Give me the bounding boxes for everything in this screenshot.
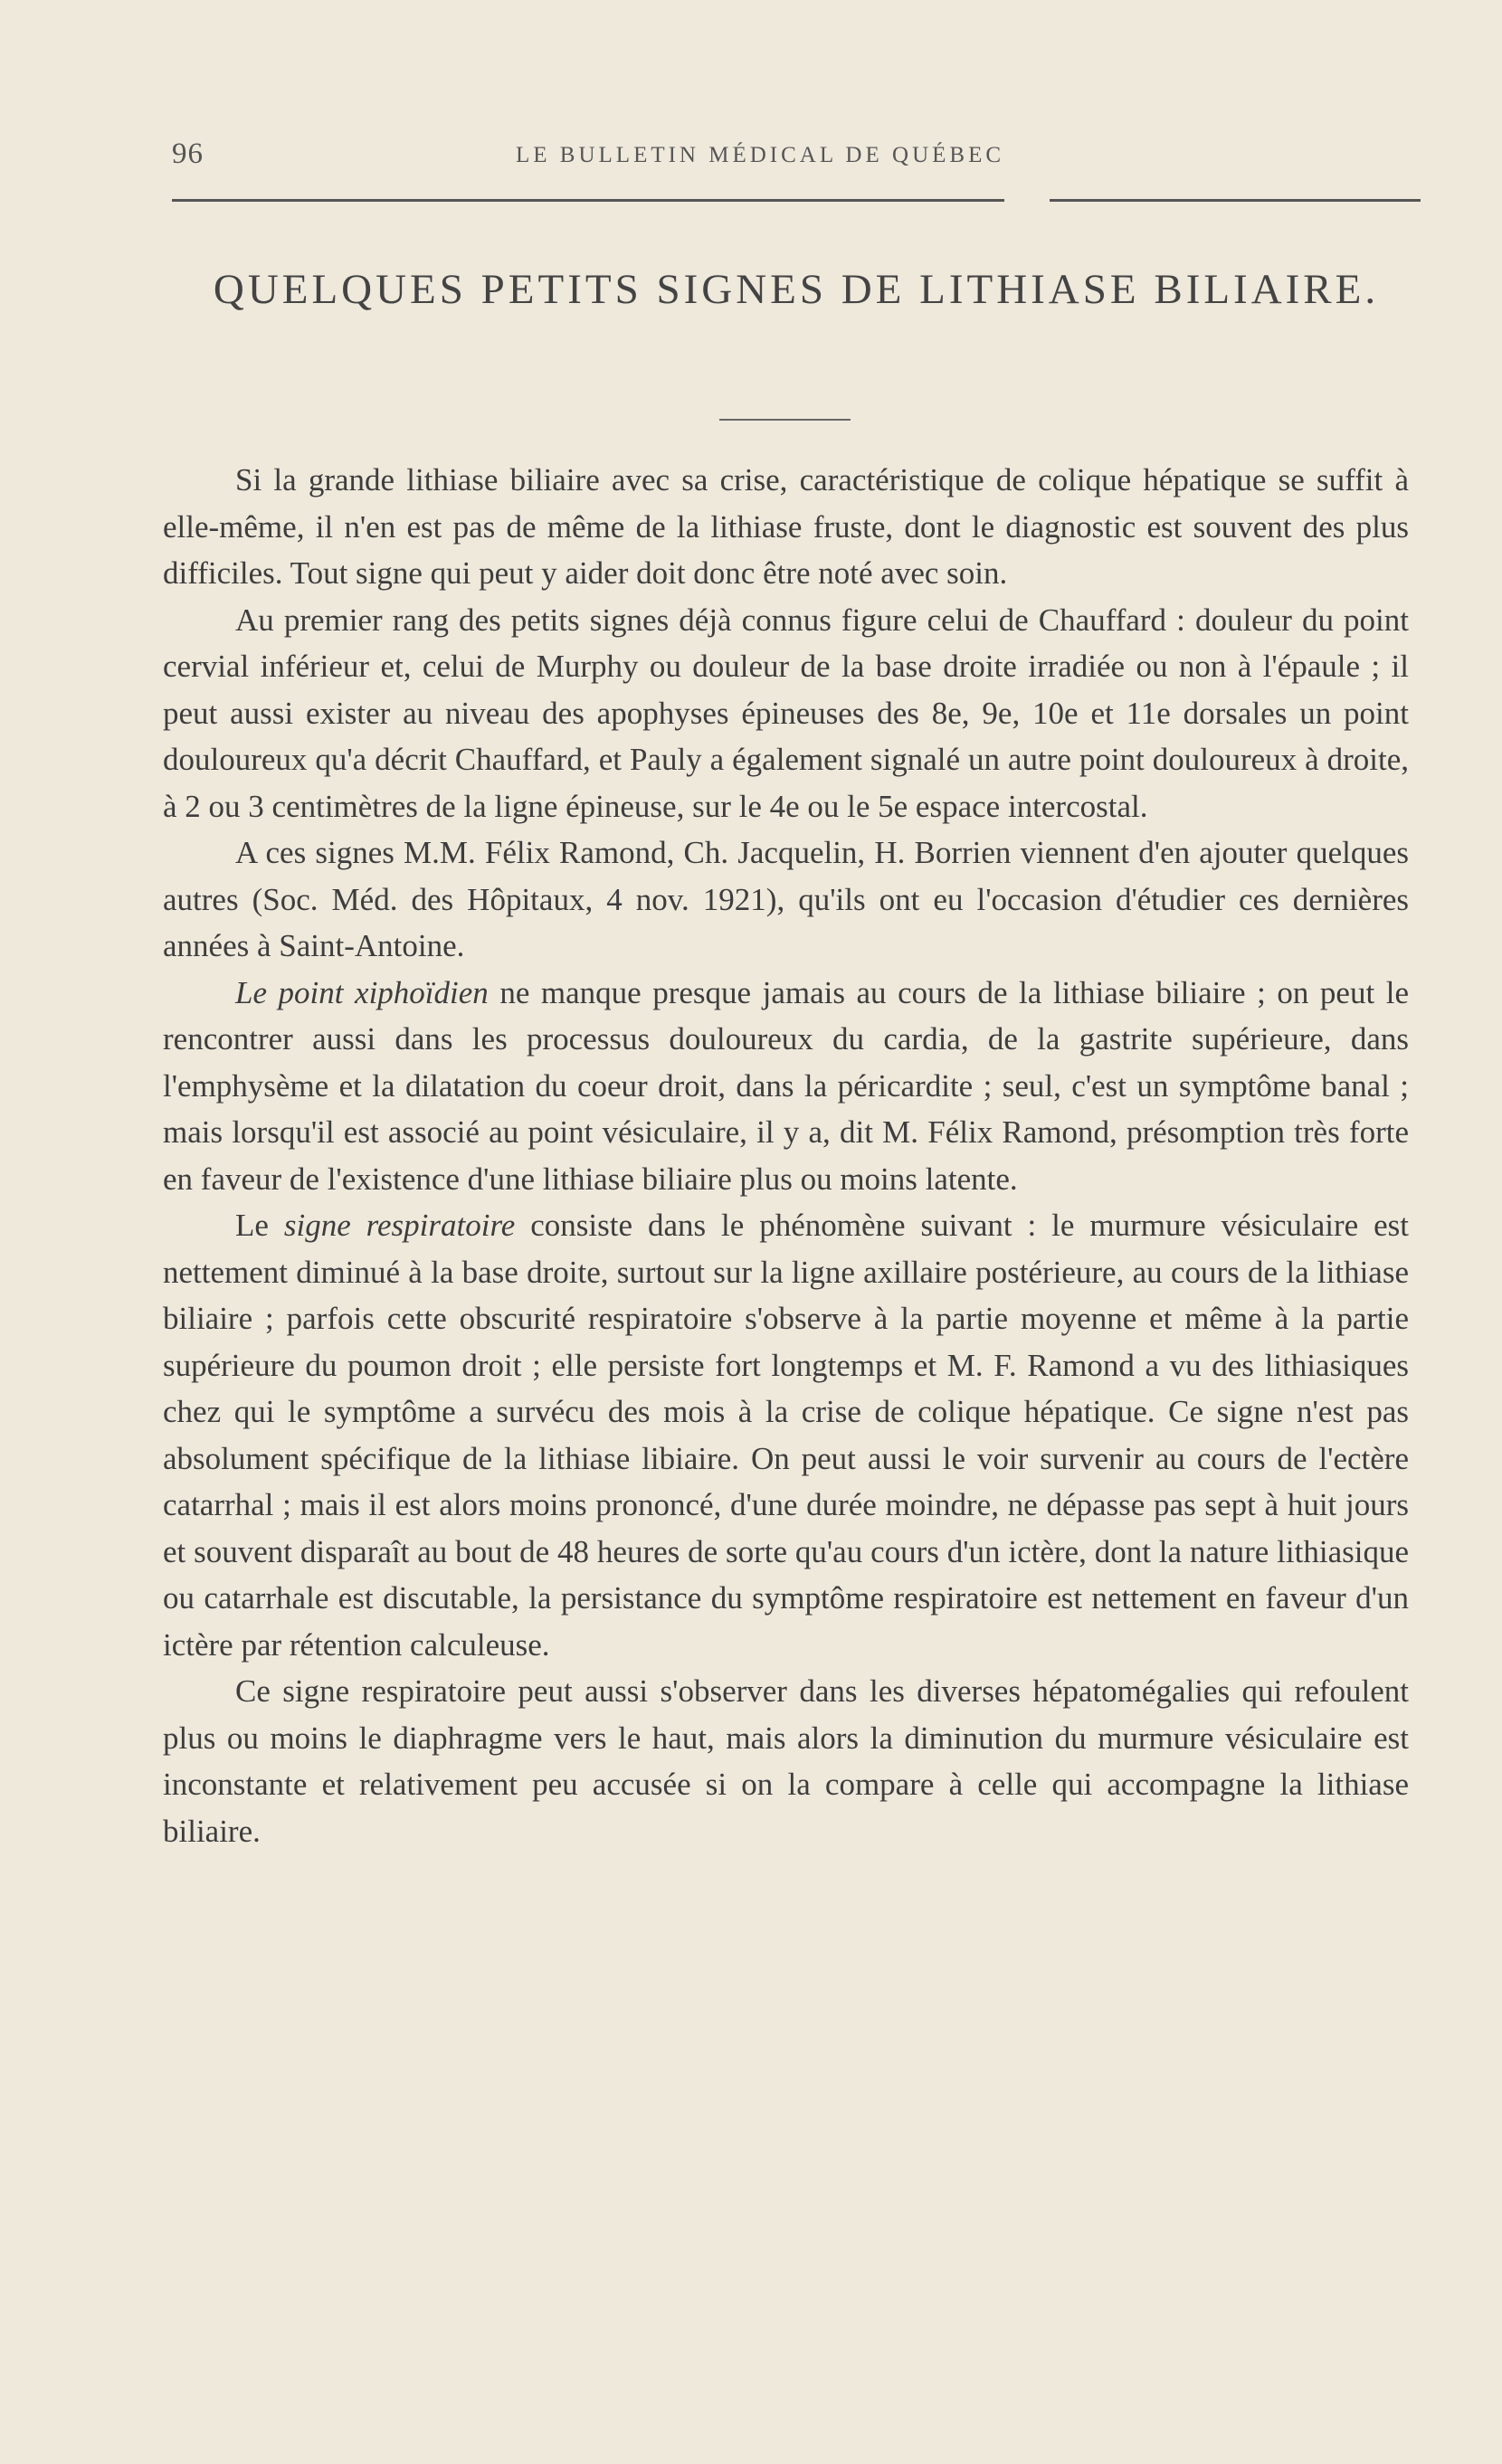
paragraph: Le signe respiratoire consiste dans le phénomène suivant : le murmure vésiculaire est nettement diminué à la base droite, surtout sur la ligne axillaire postérieure, au cours de la lithiase biliaire ; parfois cette obscurité respiratoire s'observe à la partie moyenne et même à la partie supérieure du poumon droit ; elle persiste fort longtemps et M. F. Ramond a vu des lithiasiques chez qui le symptôme a survécu des mois à la crise de colique hépatique. Ce signe n'est pas absolument spécifique de la lithiase libiaire. On peut aussi le voir survenir au cours de l'ectère catarrhal ; mais il est alors moins prononcé, d'une durée moindre, ne dépasse pas sept à huit jours et souvent disparaît au bout de 48 heures de sorte qu'au cours d'un ictère, dont la nature lithiasique ou catarrhale est discutable, la persistance du symptôme respiratoire est nettement en faveur d'un ictère par rétention calculeuse. (163, 1208, 1409, 1663)
page-number: 96 (172, 137, 204, 170)
paragraph: Au premier rang des petits signes déjà connus figure celui de Chauffard : douleur du point cervial inférieur et, celui de Murphy ou douleur de la base droite irradiée ou non à l'épaule ; il peut aussi exister au niveau des apophyses épineuses des 8e, 9e, 10e et 11e dorsales un point douloureux qu'a décrit Chauffard, et Pauly a également signalé un autre point douloureux à droite, à 2 ou 3 centimètres de la ligne épineuse, sur le 4e ou le 5e espace intercostal. (163, 602, 1409, 824)
header-rule-left (172, 199, 1004, 202)
header-rule-right (1050, 199, 1421, 202)
paragraph: Le point xiphoïdien ne manque presque jamais au cours de la lithiase biliaire ; on peut le rencontrer aussi dans les processus douloureux du cardia, de la gastrite supérieure, dans l'emphysème et la dilatation du coeur droit, dans la péricardite ; seul, c'est un symptôme banal ; mais lorsqu'il est associé au point vésiculaire, il y a, dit M. Félix Ramond, présomption très forte en faveur de l'existence d'une lithiase biliaire plus ou moins latente. (163, 974, 1409, 1197)
paragraph: Si la grande lithiase biliaire avec sa crise, caractéristique de colique hépatique se suffit à elle-même, il n'en est pas de même de la lithiase fruste, dont le diagnostic est souvent des plus difficiles. Tout signe qui peut y aider doit donc être noté avec soin. (163, 462, 1409, 591)
paragraph: A ces signes M.M. Félix Ramond, Ch. Jacquelin, H. Borrien viennent d'en ajouter quelques autres (Soc. Méd. des Hôpitaux, 4 nov. 1921), qu'ils ont eu l'occasion d'étudier ces dernières années à Saint-Antoine. (163, 835, 1409, 963)
italic-term: Le point xiphoïdien (235, 974, 489, 1010)
italic-term: signe respiratoire (283, 1208, 516, 1243)
journal-name: LE BULLETIN MÉDICAL DE QUÉBEC (516, 143, 1005, 167)
running-header (172, 137, 1421, 174)
paragraph: Ce signe respiratoire peut aussi s'observer dans les diverses hépatomégalies qui refoulent plus ou moins le diaphragme vers le haut, mais alors la diminution du murmure vésiculaire est inconstante et relativement peu accusée si on la compare à celle qui accompagne la lithiase biliaire. (163, 1673, 1409, 1849)
article-title: QUELQUES PETITS SIGNES DE LITHIASE BILIAIRE. (213, 266, 1380, 313)
article-body (163, 457, 1409, 1854)
title-divider (719, 419, 851, 421)
